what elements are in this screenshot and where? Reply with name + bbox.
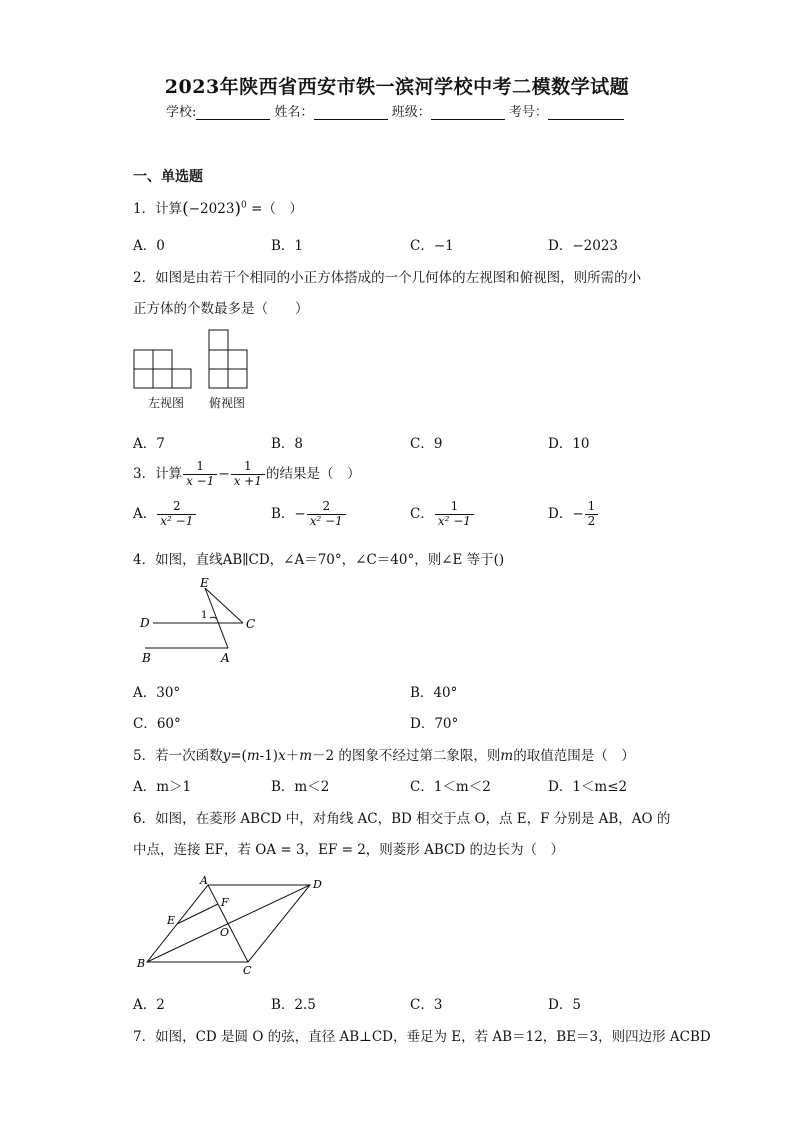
q1-option-a[interactable]: A．0 (133, 238, 165, 254)
q6-option-c[interactable]: C．3 (410, 997, 443, 1013)
question-6-line2: 中点，连接 EF，若 OA = 3，EF = 2，则菱形 ABCD 的边长为（ ） (133, 842, 564, 858)
left-view-grid (134, 350, 191, 388)
q1-base: −2023 (188, 201, 235, 217)
label-a: A (221, 651, 230, 665)
exam-title: 2023年陕西省西安市铁一滨河学校中考二模数学试题 (164, 76, 630, 98)
q4-option-c[interactable]: C．60° (133, 716, 181, 732)
label-e: E (167, 914, 176, 927)
question-7-line1: 7．如图，CD 是圆 O 的弦，直径 AB⊥CD，垂足为 E，若 AB＝12，BE＝3，则四边形 ACBD (133, 1029, 711, 1045)
label-e: E (200, 576, 209, 590)
question-4: 4．如图，直线AB∥CD，∠A＝70°，∠C＝40°，则∠E 等于() (133, 552, 505, 568)
q3-suffix: 的结果是（ ） (265, 465, 361, 482)
q5-option-a[interactable]: A．m＞1 (133, 779, 192, 795)
q5-option-d[interactable]: D．1＜m≤2 (548, 779, 628, 795)
left-view-caption: 左视图 (148, 396, 185, 410)
class-label: 班级： (391, 105, 431, 120)
top-view-grid (209, 330, 247, 388)
label-c: C (243, 964, 252, 977)
q6-rhombus-figure (130, 868, 330, 978)
q1-suffix: =（ ） (246, 201, 303, 217)
q1-option-b[interactable]: B．1 (271, 238, 304, 254)
section-title: 一、单选题 (133, 169, 203, 185)
school-label: 学校: (166, 105, 197, 120)
q1-option-c[interactable]: C．−1 (410, 238, 454, 254)
q6-option-d[interactable]: D．5 (548, 997, 581, 1013)
q2-option-c[interactable]: C．9 (410, 436, 443, 452)
question-1 (133, 197, 303, 219)
question-6-line1: 6．如图，在菱形 ABCD 中，对角线 AC，BD 相交于点 O，点 E，F 分别是 AB，AO 的 (133, 811, 671, 827)
q2-views-figure (130, 326, 255, 390)
label-b: B (142, 651, 151, 665)
label-o: O (220, 926, 230, 939)
q3-option-b[interactable]: B．− $\frac{2}{\text{x² −1}}$ (271, 500, 347, 529)
q3-fraction-1: $\frac{1}{x -1}$ (183, 460, 217, 489)
exam-no-blank[interactable] (548, 105, 624, 120)
label-angle-1: 1 (201, 610, 208, 621)
school-blank[interactable] (196, 105, 270, 120)
name-blank[interactable] (314, 105, 388, 120)
q1-prefix: 1．计算 (133, 201, 183, 217)
label-a: A (200, 874, 208, 887)
label-b: B (137, 957, 146, 970)
q3-prefix: 3．计算 (133, 465, 183, 482)
segment-ef (177, 904, 218, 924)
q3-fraction-2: $\frac{1}{x +1}$ (231, 460, 265, 489)
q5-option-c[interactable]: C．1＜m＜2 (410, 779, 491, 795)
question-5: 5．若一次函数y=(m-1)x＋m－2 的图象不经过第二象限，则m的取值范围是（ ） (133, 748, 635, 764)
q4-option-b[interactable]: B．40° (410, 685, 458, 701)
q3-option-a[interactable]: A． $\frac{2}{\text{x² −1}}$ (133, 500, 197, 529)
q3-option-c[interactable]: C． $\frac{1}{\text{x² −1}}$ (410, 500, 475, 529)
q1-option-d[interactable]: D．−2023 (548, 238, 618, 254)
q2-option-a[interactable]: A．7 (133, 436, 165, 452)
q1-rparen: ) (234, 199, 242, 219)
q5-option-b[interactable]: B．m＜2 (271, 779, 330, 795)
q3-minus: − (218, 465, 230, 482)
student-info-line (166, 101, 624, 120)
q6-option-b[interactable]: B．2.5 (271, 997, 316, 1013)
q2-option-b[interactable]: B．8 (271, 436, 304, 452)
name-label: 姓名： (274, 105, 314, 120)
label-d: D (313, 878, 322, 891)
label-d: D (140, 616, 150, 630)
label-f: F (221, 896, 229, 909)
question-2-line1: 2．如图是由若干个相同的小正方体搭成的一个几何体的左视图和俯视图，则所需的小 (133, 270, 642, 286)
question-2-line2: 正方体的个数最多是（ ） (133, 301, 309, 317)
q4-option-a[interactable]: A．30° (133, 685, 181, 701)
class-blank[interactable] (431, 105, 505, 120)
q1-exponent: 0 (241, 200, 247, 211)
label-c: C (246, 617, 256, 631)
top-view-caption: 俯视图 (209, 396, 246, 410)
q6-option-a[interactable]: A．2 (133, 997, 165, 1013)
q1-lparen: ( (182, 199, 189, 219)
question-3 (133, 460, 360, 489)
q4-option-d[interactable]: D．70° (410, 716, 459, 732)
q2-option-d[interactable]: D．10 (548, 436, 590, 452)
exam-no-label: 考号： (508, 105, 548, 120)
q3-option-d[interactable]: D．− $\frac{1}{2}$ (548, 500, 599, 529)
q4-parallel-lines-figure (135, 574, 265, 666)
